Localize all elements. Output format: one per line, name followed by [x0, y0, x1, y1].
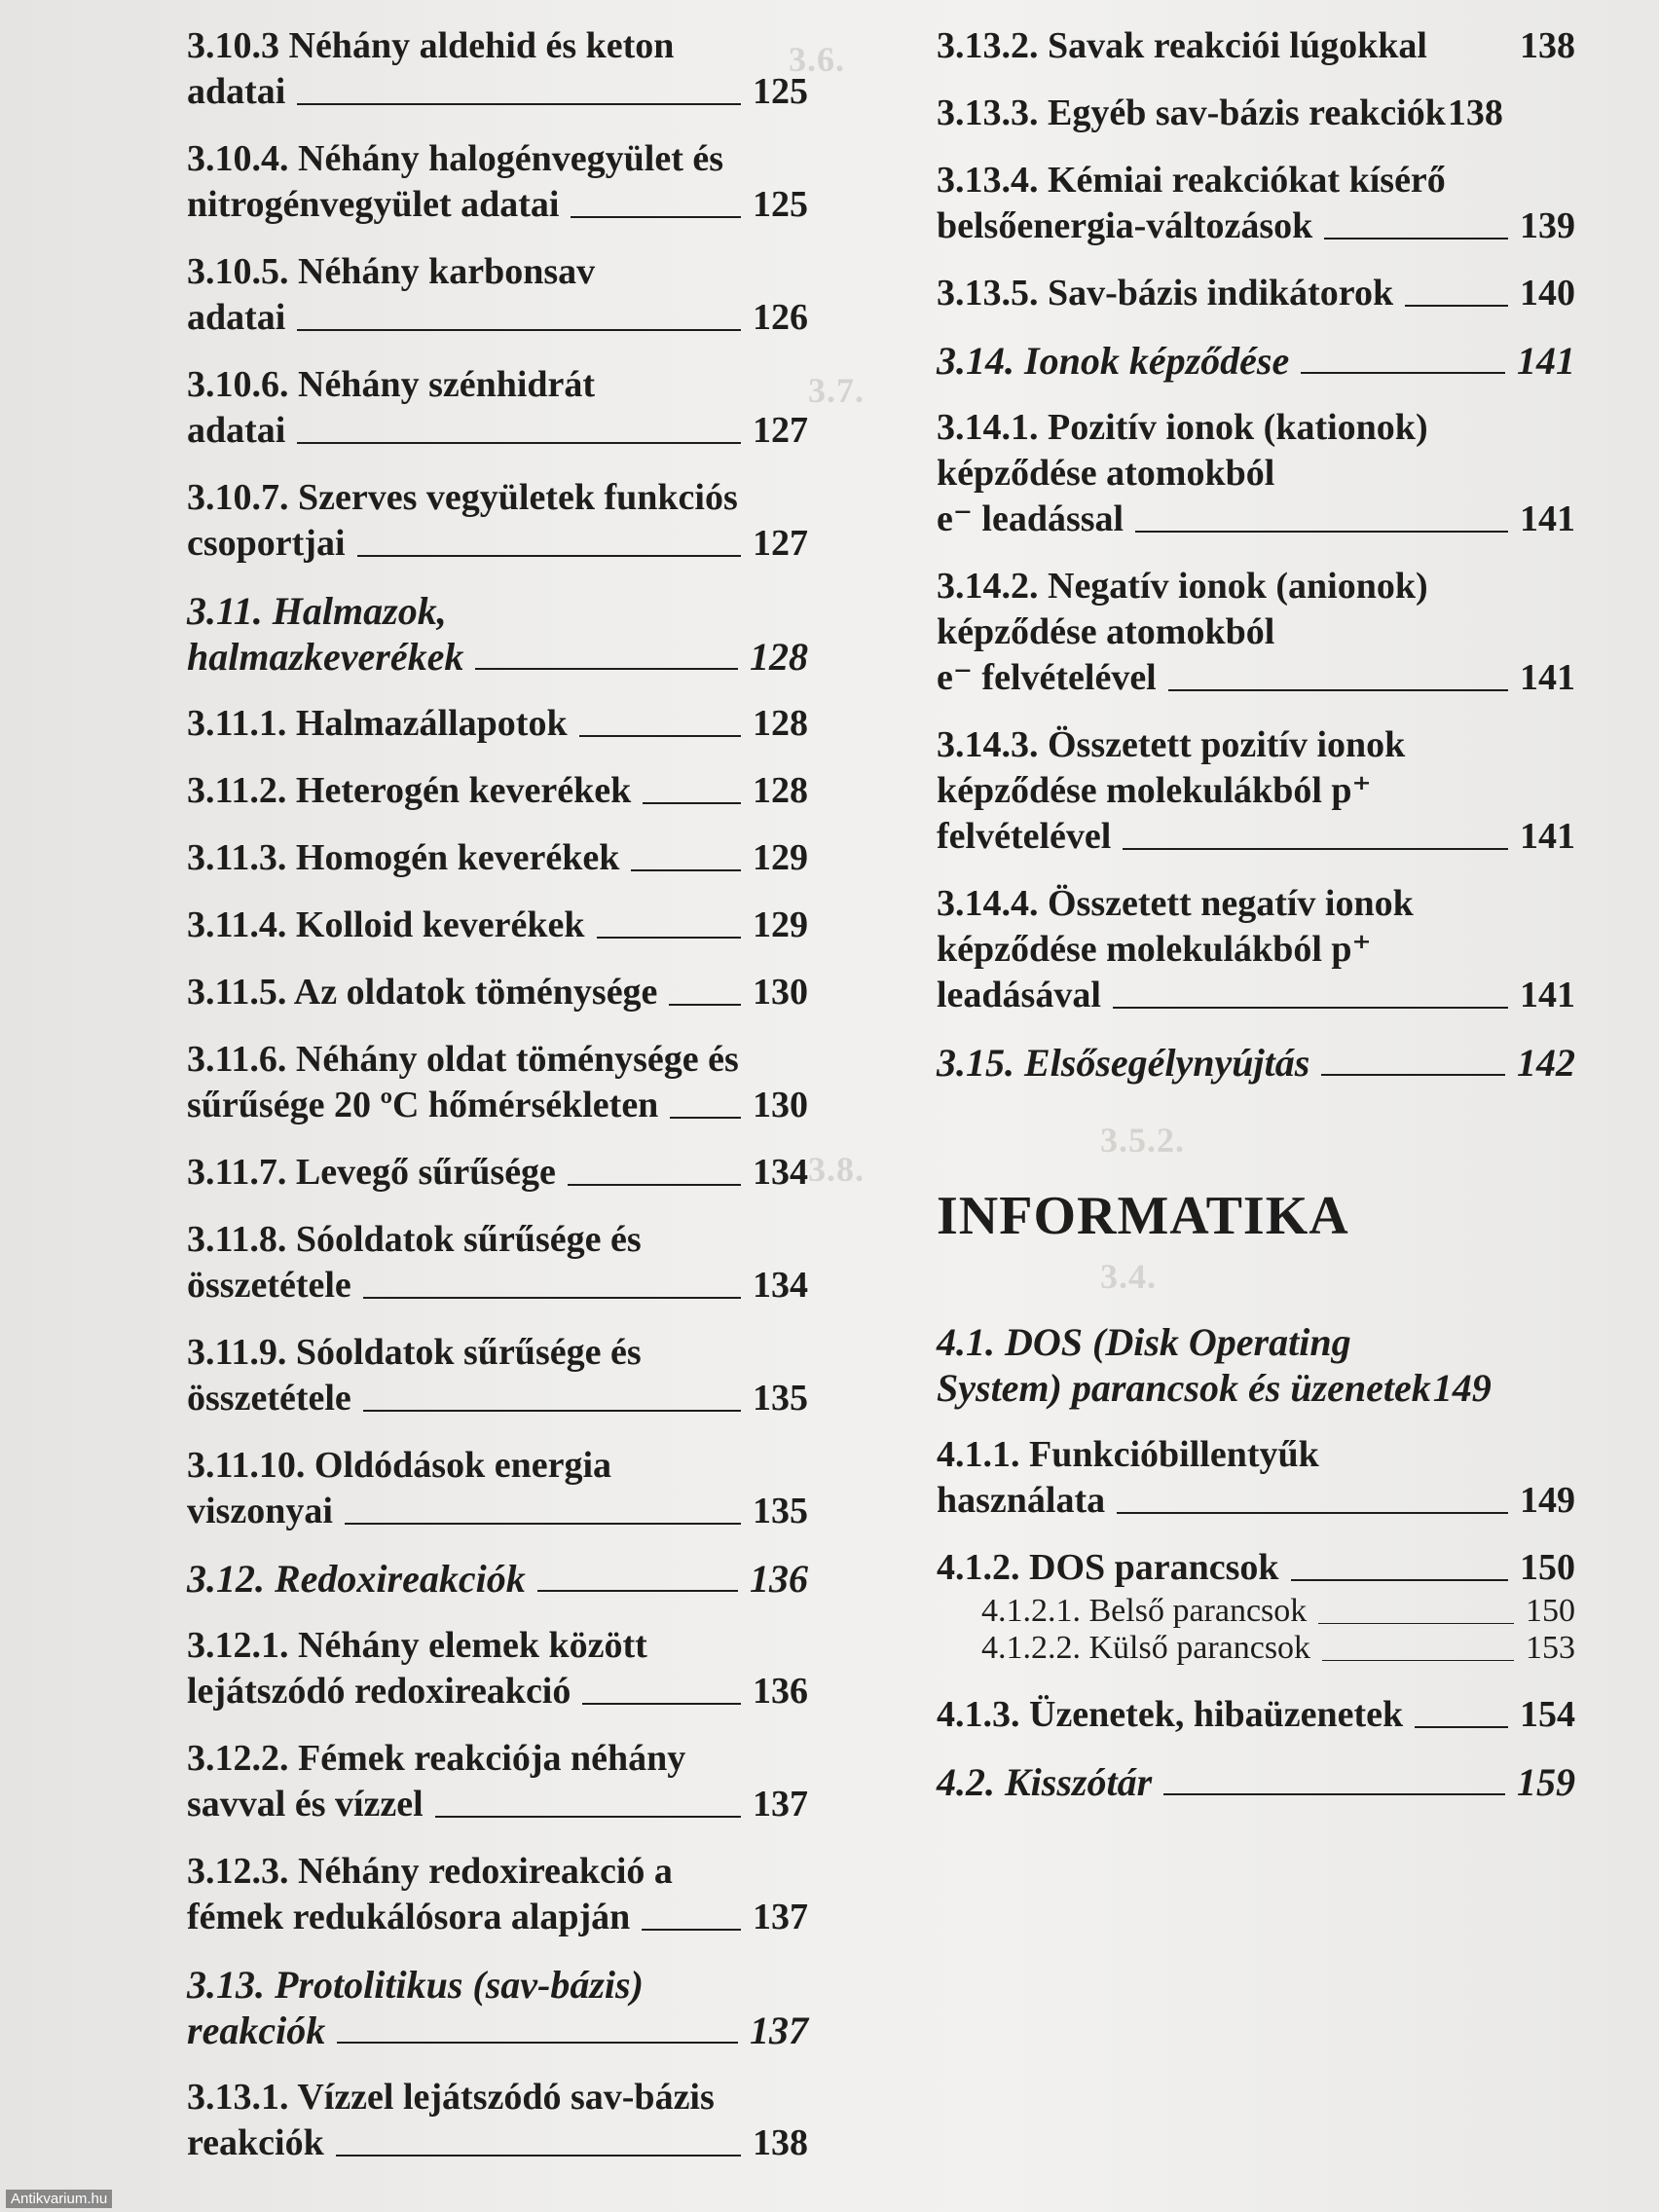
toc-entry-line: [937, 881, 1575, 927]
toc-page-number: 129: [753, 837, 808, 878]
toc-entry-line: [937, 91, 1575, 136]
toc-entry-title: 4.1.2. DOS parancsok: [937, 1547, 1279, 1588]
toc-entry-title: reakciók: [187, 2122, 324, 2163]
toc-entry-title: sűrűsége 20 ºC hőmérsékleten: [187, 1085, 659, 1125]
toc-entry-line: [187, 1962, 808, 2008]
toc-entry[interactable]: [937, 1759, 1575, 1805]
toc-page-number: 150: [1526, 1593, 1575, 1629]
toc-entry-line: [937, 722, 1575, 768]
toc-entry-title: 3.12.2. Fémek reakciója néhány: [187, 1738, 686, 1779]
toc-entry-line: [187, 768, 808, 814]
toc-entry[interactable]: [187, 2075, 808, 2166]
leader-line: [345, 1523, 741, 1525]
toc-entry[interactable]: [187, 1556, 808, 1602]
toc-page-number: 125: [753, 184, 808, 225]
toc-page-number: 154: [1520, 1694, 1575, 1735]
toc-entry-line: [187, 1376, 808, 1421]
toc-page-number: 140: [1520, 273, 1575, 313]
toc-entry-line: [187, 249, 808, 295]
toc-left-column: [187, 23, 808, 2188]
leader-line: [631, 869, 741, 871]
toc-subentries: [937, 1593, 1575, 1667]
leader-line: [537, 1590, 738, 1592]
toc-entry[interactable]: [937, 158, 1575, 249]
leader-line: [1301, 372, 1505, 374]
toc-entry-line: [187, 903, 808, 948]
toc-page-number: 128: [753, 770, 808, 811]
toc-entry-title: 3.14.4. Összetett negatív ionok: [937, 883, 1414, 924]
toc-entry[interactable]: [937, 881, 1575, 1018]
toc-entry[interactable]: [187, 1217, 808, 1309]
toc-entry-title: 3.10.4. Néhány halogénvegyület és: [187, 138, 723, 179]
toc-entry-title: 3.15. Elsősegélynyújtás: [937, 1041, 1310, 1085]
toc-entry[interactable]: [937, 91, 1575, 136]
toc-entry[interactable]: [187, 1037, 808, 1128]
toc-entry-line: [187, 588, 808, 634]
toc-entry-title: 3.10.7. Szerves vegyületek funkciós: [187, 477, 738, 518]
toc-entry-line: [187, 2075, 808, 2120]
toc-entry-line: [187, 1443, 808, 1489]
toc-entry-line: [937, 1365, 1575, 1411]
toc-entry-title: képződése atomokból: [937, 453, 1275, 494]
toc-entry-title: 3.11.1. Halmazállapotok: [187, 703, 568, 744]
toc-entry-line: [937, 23, 1575, 69]
toc-page-number: 141: [1520, 975, 1575, 1015]
toc-entry[interactable]: [937, 405, 1575, 542]
toc-page-number: 141: [1520, 657, 1575, 698]
toc-entry-title: 4.1.1. Funkcióbillentyűk: [937, 1434, 1319, 1475]
toc-entry-title: 3.14. Ionok képződése: [937, 339, 1290, 383]
leader-line: [1324, 238, 1508, 240]
toc-entry-title: használata: [937, 1480, 1106, 1521]
toc-page-number: 138: [753, 2122, 808, 2163]
toc-entry-line: [937, 1759, 1575, 1805]
toc-entry-title: 3.12.1. Néhány elemek között: [187, 1625, 647, 1666]
toc-entry-line: [187, 408, 808, 454]
toc-entry[interactable]: [937, 1432, 1575, 1524]
leader-line: [1168, 689, 1508, 691]
toc-entry-line: [187, 2120, 808, 2166]
toc-entry-line: [187, 1083, 808, 1128]
toc-page-number: 130: [753, 1085, 808, 1125]
toc-page-number: 126: [753, 297, 808, 338]
toc-entry-line: [937, 609, 1575, 655]
toc-entry-title: 3.11. Halmazok,: [187, 589, 447, 633]
toc-entry-title: 3.14.3. Összetett pozitív ionok: [937, 724, 1406, 765]
toc-entry-line: [187, 136, 808, 182]
toc-entry-line: [937, 271, 1575, 316]
leader-line: [568, 1184, 741, 1186]
toc-entry-title: adatai: [187, 71, 286, 112]
leader-line: [357, 555, 741, 557]
toc-entry-line: [937, 564, 1575, 609]
toc-page-number: 135: [753, 1378, 808, 1419]
toc-entry-title: 4.2. Kisszótár: [937, 1760, 1153, 1804]
leader-line: [297, 442, 741, 444]
leader-line: [297, 103, 741, 105]
toc-entry-line: [937, 655, 1575, 701]
toc-entry-line: [937, 927, 1575, 973]
leader-line: [1163, 1793, 1505, 1795]
toc-page-number: 141: [1520, 816, 1575, 857]
toc-entry-title: képződése molekulákból p⁺: [937, 929, 1372, 970]
leader-line: [1113, 1007, 1508, 1009]
toc-page-number: 135: [753, 1491, 808, 1531]
toc-page-number: 138: [1520, 25, 1575, 66]
book-page: 3.6. 3.7. 3.8. 3.5.2. 3.4. 3.10.3 Néhány aldehid és keton adatai 125 3.10.4. Néhány halogénvegyület és nitrogénvegyület adatai 125 3.10.5. Néhány karbonsav adatai 126 3.10.6. Néhány szénhidrát adatai 127 3.10.7. Szerves vegyületek funkciós csoportjai 127 3.11. Halmazok, halmazkeverékek 128 3.11.1. Halmazállapotok 128 3.11.2. Heterogén keverékek 128 3.11.3. Homogén keverékek 129 3.11.4. Kolloid keverékek 129 3.11.5. Az oldatok töménysége 130 3.11.6. Néhány oldat töménysége és sűrűsége 20 ºC hőmérsékleten 130 3.11.7. Levegő sűrűsége 134 3.11.8. Sóoldatok sűrűsége és összetétele 134 3.11.9. Sóoldatok sűrűsége és összetétele 135 3.11.10. Oldódások energia viszonyai 135 3.12. Redoxireakciók 136 3.12.1. Néhány elemek között lejátszódó redoxireakció 136 3.12.2. Fémek reakciója néhány savval és vízzel 137 3.12.3. Néhány redoxireakció a fémek redukálósora alapján 137 3.13. Protolitikus (sav-bázis) reakciók 137 3.13.1. Vízzel lejátszódó sav-bázis reakciók 138 3.13.2. Savak reakciói lúgokkal 138 3.13.3. Egyéb sav-bázis reakciók 138 3.13.4. Kémiai reakciókat kísérő belsőenergia-változások 139 3.13.5. Sav-bázis indikátorok 140 3.14. Ionok képződése 141 3.14.1. Pozitív ionok (kationok) képződése atomokból e⁻ leadással 141 3.14.2. Negatív ionok (anionok) képződése atomokból e⁻ felvételével 141 3.14.3. Összetett pozitív ionok képződése molekulákból p⁺ felvételével 141 3.14.4. Összetett negatív ionok képződése molekulákból p⁺ leadásával 141 3.15. Elsősegélynyújtás 142 INFORMATIKA 4.1. DOS (Disk Operating System) parancsok és üzenetek 149 4.1.1. Funkcióbillentyűk használata 149 4.1.2. DOS parancsok 150 4.1.2.1. Belső parancsok 150 4.1.2.2. Külső parancsok 153 4.1.3. Üzenetek, hibaüzenetek 154 4.2. Kisszótár 159 Antikvarium.hu: [0, 0, 1659, 2212]
toc-page-number: 134: [753, 1265, 808, 1306]
leader-line: [1322, 1660, 1514, 1661]
toc-entry-title: 3.11.5. Az oldatok töménysége: [187, 972, 658, 1013]
toc-page-number: 141: [1520, 498, 1575, 539]
toc-entry-title: 3.10.5. Néhány karbonsav: [187, 251, 596, 292]
toc-entry-line: [187, 295, 808, 341]
toc-entry-line: [937, 1692, 1575, 1738]
toc-entry[interactable]: [187, 1849, 808, 1940]
toc-entry-line: [187, 970, 808, 1015]
toc-entry[interactable]: [187, 136, 808, 228]
toc-entry-title: felvételével: [937, 816, 1112, 857]
toc-entry[interactable]: [187, 362, 808, 454]
toc-entry[interactable]: [937, 1692, 1575, 1738]
toc-subentry-title: 4.1.2.2. Külső parancsok: [981, 1630, 1311, 1666]
toc-entry-line: [937, 405, 1575, 451]
toc-entry-line: [187, 1623, 808, 1669]
section-title: INFORMATIKA: [937, 1186, 1349, 1246]
leader-line: [363, 1297, 741, 1299]
toc-page-number: 136: [753, 1671, 808, 1712]
toc-entry-line: [937, 973, 1575, 1018]
toc-entry[interactable]: [937, 23, 1575, 69]
toc-entry-title: 3.11.7. Levegő sűrűsége: [187, 1152, 556, 1193]
toc-page-number: 139: [1520, 205, 1575, 246]
toc-page-number: 137: [753, 1897, 808, 1937]
toc-entry-line: [187, 1669, 808, 1714]
toc-entry-title: e⁻ felvételével: [937, 657, 1157, 698]
toc-page-number: 130: [753, 972, 808, 1013]
toc-entry-line: [187, 1150, 808, 1196]
toc-entry-title: összetétele: [187, 1378, 351, 1419]
toc-entry-title: képződése molekulákból p⁺: [937, 770, 1372, 811]
leader-line: [1135, 531, 1508, 533]
toc-entry[interactable]: [937, 722, 1575, 860]
toc-entry-line: [187, 362, 808, 408]
toc-entry-line: [937, 768, 1575, 814]
toc-entry[interactable]: [187, 1443, 808, 1534]
toc-entry-title: 3.11.3. Homogén keverékek: [187, 837, 620, 878]
toc-entry-title: halmazkeverékek: [187, 635, 464, 679]
toc-entry[interactable]: [187, 23, 808, 115]
toc-entry[interactable]: [937, 271, 1575, 316]
toc-entry-line: [937, 1432, 1575, 1478]
leader-line: [337, 2042, 738, 2044]
toc-entry-line: [937, 203, 1575, 249]
toc-page-number: 128: [750, 635, 808, 679]
toc-entry[interactable]: [937, 1545, 1575, 1591]
toc-entry-line: [187, 1895, 808, 1940]
toc-entry-line: [187, 1037, 808, 1083]
toc-entry-line: [187, 835, 808, 881]
toc-entry[interactable]: [187, 1150, 808, 1196]
toc-page-number: 137: [750, 2009, 808, 2052]
toc-page-number: 149: [1520, 1480, 1575, 1521]
leader-line: [363, 1410, 741, 1412]
toc-entry-title: 3.13.4. Kémiai reakciókat kísérő: [937, 160, 1446, 201]
toc-entry-line: [187, 475, 808, 521]
toc-entry[interactable]: [187, 970, 808, 1015]
toc-entry-title: 3.12. Redoxireakciók: [187, 1557, 526, 1601]
toc-entry-title: System) parancsok és üzenetek: [937, 1366, 1431, 1410]
toc-entry-line: [187, 23, 808, 69]
toc-page-number: 127: [753, 410, 808, 451]
toc-page-number: 129: [753, 904, 808, 945]
toc-page-number: 128: [753, 703, 808, 744]
toc-entry-line: [937, 158, 1575, 203]
toc-entry[interactable]: [187, 1330, 808, 1421]
toc-entry-title: összetétele: [187, 1265, 351, 1306]
toc-page-number: 138: [1447, 92, 1503, 133]
toc-entry[interactable]: [187, 1962, 808, 2053]
leader-line: [582, 1703, 741, 1705]
toc-entry-title: 3.11.4. Kolloid keverékek: [187, 904, 585, 945]
toc-entry[interactable]: [937, 1040, 1575, 1086]
toc-entry-line: [937, 1040, 1575, 1086]
toc-entry-line: [187, 1489, 808, 1534]
toc-entry-title: képződése atomokból: [937, 611, 1275, 652]
toc-entry-title: 3.11.2. Heterogén keverékek: [187, 770, 632, 811]
toc-page-number: 125: [753, 71, 808, 112]
toc-page-number: 127: [753, 523, 808, 564]
toc-page-number: 136: [750, 1557, 808, 1601]
toc-entry-line: [187, 69, 808, 115]
leader-line: [435, 1816, 741, 1818]
toc-entry-title: 3.11.9. Sóoldatok sűrűsége és: [187, 1332, 642, 1373]
toc-subentry[interactable]: [937, 1593, 1575, 1630]
toc-entry-line: [187, 1263, 808, 1309]
toc-entry-title: 3.10.3 Néhány aldehid és keton: [187, 25, 675, 66]
toc-entry-title: csoportjai: [187, 523, 346, 564]
toc-entry-title: savval és vízzel: [187, 1784, 424, 1825]
toc-entry-title: 3.12.3. Néhány redoxireakció a: [187, 1851, 673, 1892]
toc-entry[interactable]: [187, 1623, 808, 1714]
toc-entry-line: [937, 1319, 1575, 1365]
toc-entry[interactable]: [187, 475, 808, 567]
leader-line: [1291, 1579, 1508, 1581]
toc-entry-title: 4.1.3. Üzenetek, hibaüzenetek: [937, 1694, 1404, 1735]
toc-entry-line: [187, 634, 808, 680]
toc-page-number: 142: [1517, 1041, 1575, 1085]
toc-entry-line: [187, 521, 808, 567]
toc-entry-title: 3.14.2. Negatív ionok (anionok): [937, 566, 1428, 607]
toc-entry[interactable]: [187, 701, 808, 747]
toc-entry-title: reakciók: [187, 2009, 326, 2052]
toc-entry[interactable]: [937, 1319, 1575, 1411]
leader-line: [1123, 848, 1508, 850]
toc-page-number: 153: [1526, 1630, 1575, 1666]
toc-entry-title: 3.13.1. Vízzel lejátszódó sav-bázis: [187, 2077, 715, 2118]
toc-page-number: 141: [1517, 339, 1575, 383]
toc-entry-title: 3.11.6. Néhány oldat töménysége és: [187, 1039, 739, 1080]
toc-entry-title: fémek redukálósora alapján: [187, 1897, 631, 1937]
toc-entry-title: 3.10.6. Néhány szénhidrát: [187, 364, 596, 405]
toc-entry[interactable]: [937, 338, 1575, 384]
toc-page-number: 159: [1517, 1760, 1575, 1804]
toc-entry[interactable]: [187, 903, 808, 948]
leader-line: [1117, 1512, 1508, 1514]
toc-subentry[interactable]: [937, 1630, 1575, 1667]
toc-entry[interactable]: [187, 835, 808, 881]
toc-entry[interactable]: [187, 249, 808, 341]
toc-entry-line: [187, 1782, 808, 1827]
toc-entry-title: 3.13.2. Savak reakciói lúgokkal: [937, 25, 1427, 66]
toc-entry-title: adatai: [187, 410, 286, 451]
toc-page-number: 150: [1520, 1547, 1575, 1588]
leader-line: [643, 802, 741, 804]
toc-entry-title: 3.11.10. Oldódások energia: [187, 1445, 611, 1486]
leader-line: [1405, 305, 1508, 307]
toc-entry[interactable]: [187, 1736, 808, 1827]
watermark: Antikvarium.hu: [6, 2190, 112, 2208]
toc-right-column: [937, 23, 1575, 1826]
toc-page-number: 134: [753, 1152, 808, 1193]
toc-entry-title: 3.14.1. Pozitív ionok (kationok): [937, 407, 1428, 448]
leader-line: [336, 2155, 741, 2157]
toc-entry-title: belsőenergia-változások: [937, 205, 1313, 246]
toc-entry-title: leadásával: [937, 975, 1101, 1015]
toc-entry-title: e⁻ leadással: [937, 498, 1124, 539]
toc-entry-line: [937, 1545, 1575, 1591]
toc-entry-line: [937, 1478, 1575, 1524]
toc-entry-line: [187, 1217, 808, 1263]
toc-entry-line: [937, 451, 1575, 497]
toc-subentry-title: 4.1.2.1. Belső parancsok: [981, 1593, 1308, 1629]
leader-line: [642, 1929, 741, 1931]
toc-entry-title: 3.13. Protolitikus (sav-bázis): [187, 1963, 644, 2007]
toc-page-number: 149: [1432, 1366, 1492, 1410]
toc-entry[interactable]: [937, 564, 1575, 701]
toc-entry-title: 3.13.3. Egyéb sav-bázis reakciók: [937, 92, 1446, 133]
toc-entry[interactable]: [187, 768, 808, 814]
toc-entry-title: viszonyai: [187, 1491, 333, 1531]
toc-entry-line: [187, 1330, 808, 1376]
leader-line: [579, 735, 741, 737]
leader-line: [670, 1117, 741, 1119]
toc-entry-line: [937, 814, 1575, 860]
toc-entry-line: [937, 338, 1575, 384]
toc-entry-line: [187, 701, 808, 747]
toc-entry-line: [187, 1736, 808, 1782]
leader-line: [297, 329, 741, 331]
toc-entry-line: [187, 1849, 808, 1895]
toc-entry-title: nitrogénvegyület adatai: [187, 184, 560, 225]
toc-page-number: 137: [753, 1784, 808, 1825]
toc-entry-title: adatai: [187, 297, 286, 338]
leader-line: [571, 216, 741, 218]
toc-entry-title: 3.13.5. Sav-bázis indikátorok: [937, 273, 1394, 313]
toc-entry-title: 3.11.8. Sóoldatok sűrűsége és: [187, 1219, 642, 1260]
toc-entry[interactable]: [187, 588, 808, 680]
leader-line: [669, 1004, 741, 1006]
toc-entry-line: [187, 182, 808, 228]
leader-line: [597, 937, 742, 939]
toc-entry-title: 4.1. DOS (Disk Operating: [937, 1320, 1351, 1364]
leader-line: [1318, 1623, 1514, 1624]
toc-entry-title: lejátszódó redoxireakció: [187, 1671, 571, 1712]
toc-entry-line: [937, 497, 1575, 542]
leader-line: [1321, 1074, 1505, 1076]
toc-entry-line: [187, 2008, 808, 2053]
leader-line: [1415, 1726, 1508, 1728]
leader-line: [475, 668, 738, 670]
toc-entry-line: [187, 1556, 808, 1602]
